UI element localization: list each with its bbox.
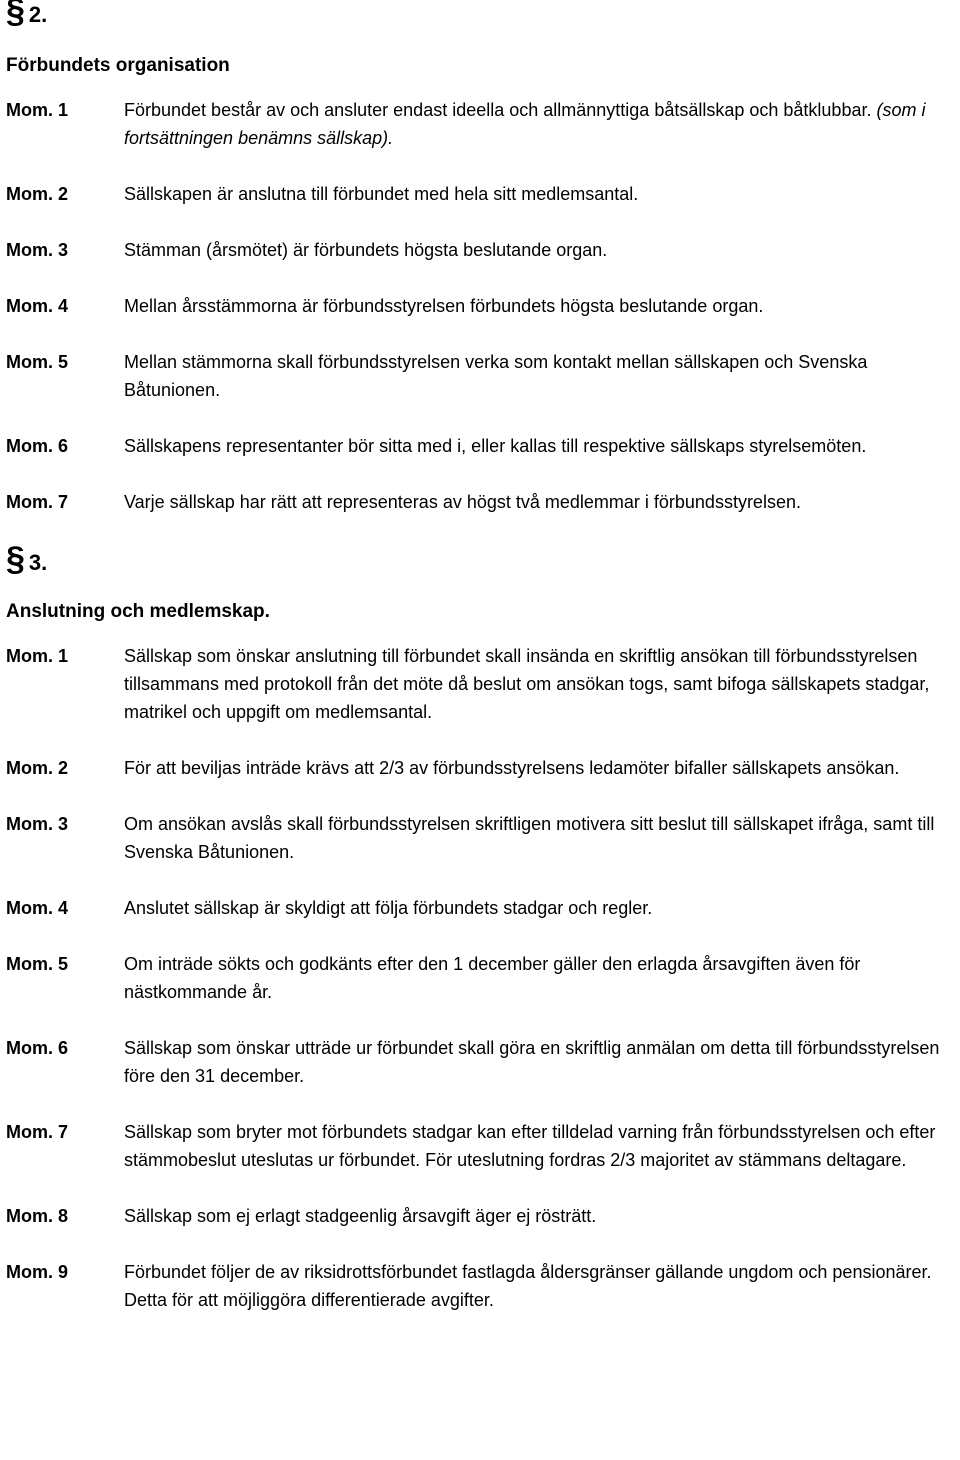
mom-text: Sällskap som önskar anslutning till förbundet skall insända en skriftlig ansökan till förbundsstyrelsen tillsammans med protokoll från det möte då beslut om ansökan togs, samt bifoga sällskapets stadgar, matrikel och uppgift om medlemsantal. <box>124 646 930 722</box>
mom-label: Mom. 4 <box>6 296 69 316</box>
mom-label: Mom. 9 <box>6 1262 69 1282</box>
mom-label: Mom. 5 <box>6 954 69 974</box>
mom-label: Mom. 2 <box>6 758 69 778</box>
mom-label: Mom. 6 <box>6 1038 69 1058</box>
mom-text: För att beviljas inträde krävs att 2/3 av förbundsstyrelsens ledamöter bifaller sällskapets ansökan. <box>124 758 900 778</box>
mom-item <box>6 432 960 460</box>
mom-text: Mellan stämmorna skall förbundsstyrelsen verka som kontakt mellan sällskapen och Svenska Båtunionen. <box>124 352 868 400</box>
mom-item <box>6 642 960 726</box>
mom-item <box>6 236 960 264</box>
mom-label: Mom. 4 <box>6 898 69 918</box>
mom-text: Sällskap som önskar utträde ur förbundet skall göra en skriftlig anmälan om detta till förbundsstyrelsen före den 31 december. <box>124 1038 940 1086</box>
mom-label: Mom. 7 <box>6 1122 69 1142</box>
mom-label: Mom. 7 <box>6 492 69 512</box>
mom-text: Mellan årsstämmorna är förbundsstyrelsen förbundets högsta beslutande organ. <box>124 296 764 316</box>
mom-text: Stämman (årsmötet) är förbundets högsta beslutande organ. <box>124 240 608 260</box>
mom-text: Sällskapens representanter bör sitta med i, eller kallas till respektive sällskaps styrelsemöten. <box>124 436 867 456</box>
mom-item <box>6 810 960 866</box>
mom-label: Mom. 3 <box>6 814 69 834</box>
mom-item <box>6 488 960 516</box>
paragraph-symbol: § <box>6 0 25 30</box>
mom-item <box>6 950 960 1006</box>
mom-item <box>6 1202 960 1230</box>
section-heading <box>6 540 960 578</box>
mom-label: Mom. 8 <box>6 1206 69 1226</box>
mom-label: Mom. 1 <box>6 646 69 666</box>
mom-text: Om ansökan avslås skall förbundsstyrelsen skriftligen motivera sitt beslut till sällskapet ifråga, samt till Svenska Båtunionen. <box>124 814 935 862</box>
mom-label: Mom. 5 <box>6 352 69 372</box>
mom-label: Mom. 2 <box>6 184 69 204</box>
mom-text: Varje sällskap har rätt att representeras av högst två medlemmar i förbundsstyrelsen. <box>124 492 801 512</box>
mom-list <box>6 642 960 1314</box>
paragraph-symbol: § <box>6 540 25 578</box>
mom-list <box>6 96 960 516</box>
mom-label: Mom. 1 <box>6 100 69 120</box>
mom-text <box>124 96 960 152</box>
mom-item <box>6 754 960 782</box>
mom-item <box>6 348 960 404</box>
mom-label: Mom. 3 <box>6 240 69 260</box>
mom-item <box>6 180 960 208</box>
section-title: Förbundets organisation <box>6 55 230 76</box>
section-title: Anslutning och medlemskap. <box>6 601 270 622</box>
mom-item <box>6 292 960 320</box>
mom-item <box>6 1118 960 1174</box>
section-heading <box>6 0 960 30</box>
section-number: 3. <box>28 550 48 575</box>
mom-text: Sällskap som bryter mot förbundets stadgar kan efter tilldelad varning från förbundsstyrelsen och efter stämmobeslut uteslutas ur förbundet. För uteslutning fordras 2/3 majoritet av stämmans deltagare. <box>124 1122 936 1170</box>
section-number: 2. <box>28 2 48 27</box>
mom-text: Sällskapen är anslutna till förbundet med hela sitt medlemsantal. <box>124 184 639 204</box>
mom-text-italic: (som i fortsättningen benämns sällskap). <box>124 100 926 148</box>
mom-text-main: Förbundet består av och ansluter endast ideella och allmännyttiga båtsällskap och båtklubbar. <box>124 100 872 120</box>
mom-text: Anslutet sällskap är skyldigt att följa förbundets stadgar och regler. <box>124 898 653 918</box>
mom-item <box>6 894 960 922</box>
mom-text: Förbundet följer de av riksidrottsförbundet fastlagda åldersgränser gällande ungdom och pensionärer. Detta för att möjliggöra differentierade avgifter. <box>124 1262 932 1310</box>
mom-label: Mom. 6 <box>6 436 69 456</box>
mom-text: Om inträde sökts och godkänts efter den 1 december gäller den erlagda årsavgiften även för nästkommande år. <box>124 954 861 1002</box>
mom-item <box>6 96 960 152</box>
mom-item <box>6 1034 960 1090</box>
mom-text: Sällskap som ej erlagt stadgeenlig årsavgift äger ej rösträtt. <box>124 1206 597 1226</box>
mom-item <box>6 1258 960 1314</box>
